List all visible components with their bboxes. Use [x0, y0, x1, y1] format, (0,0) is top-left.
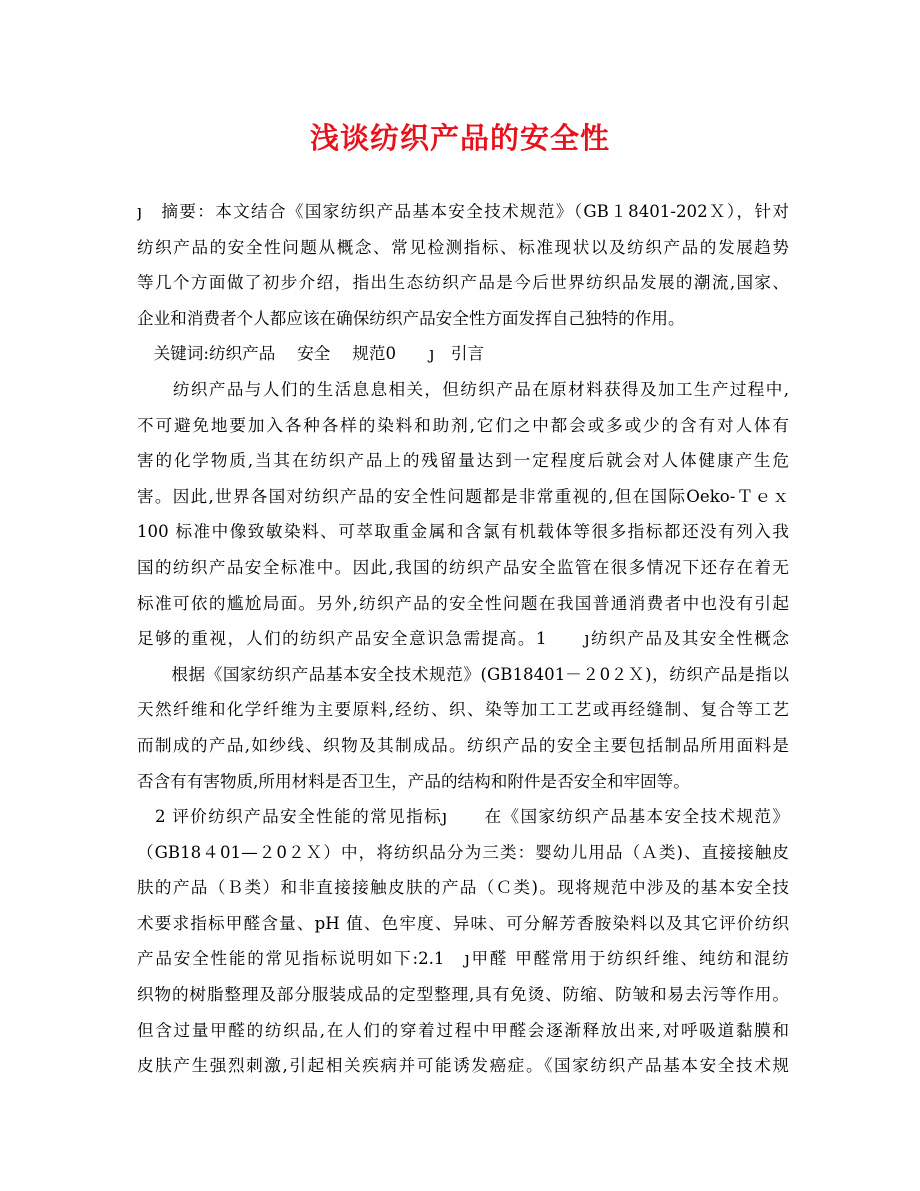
indicators-line-5: 产品安全性能的常见指标说明如下:2.1 ȷ甲醛 甲醛常用于纺织纤维、纯纺和混纺	[137, 949, 789, 969]
abstract-line-2: 纺织产品的安全性问题从概念、常见检测指标、标准现状以及纺织产品的发展趋势	[137, 237, 789, 257]
intro-line-7: 标准可依的尴尬局面。另外,纺织产品的安全性问题在我国普通消费者中也没有引起	[137, 593, 789, 613]
document-body	[137, 194, 789, 1084]
intro-line-3: 害的化学物质,当其在纺织产品上的残留量达到一定程度后就会对人体健康产生危	[137, 451, 789, 471]
indicators-line-3: 肤的产品（Ｂ类）和非直接接触皮肤的产品（Ｃ类)。现将规范中涉及的基本安全技	[137, 878, 789, 898]
intro-line-6: 国的纺织产品安全标准中。因此,我国的纺织产品安全监管在很多情况下还存在着无	[137, 557, 789, 577]
page-title: 浅谈纺织产品的安全性	[309, 121, 610, 155]
concept-line-4: 否含有有害物质,所用材料是否卫生，产品的结构和附件是否安全和牢固等。	[137, 771, 690, 791]
intro-line-1: 纺织产品与人们的生活息息相关，但纺织产品在原材料获得及加工生产过程中,	[137, 379, 789, 399]
indicators-line-4: 术要求指标甲醛含量、pH 值、色牢度、异味、可分解芳香胺染料以及其它评价纺织	[137, 913, 789, 933]
concept-line-1: 根据《国家纺织产品基本安全技术规范》(GB18401－２0２Ｘ)，纺织产品是指以	[137, 664, 789, 684]
indicators-line-2: （GB18４01—２0２Ｘ）中，将纺织品分为三类：婴幼儿用品（Ａ类)、直接接触皮	[137, 842, 789, 862]
intro-line-4: 害。因此,世界各国对纺织产品的安全性问题都是非常重视的,但在国际Oeko-Ｔｅｘ	[137, 486, 789, 506]
abstract-line-3: 等几个方面做了初步介绍，指出生态纺织产品是今后世界纺织品发展的潮流,国家、	[137, 273, 789, 293]
intro-line-5: 100 标准中像致敏染料、可萃取重金属和含氯有机载体等很多指标都还没有列入我	[137, 522, 789, 542]
abstract-line-4: 企业和消费者个人都应该在确保纺织产品安全性方面发挥自己独特的作用。	[137, 308, 685, 328]
formaldehyde-line-3: 皮肤产生强烈刺激,引起相关疾病并可能诱发癌症。《国家纺织产品基本安全技术规	[137, 1056, 789, 1076]
concept-line-3: 而制成的产品,如纱线、织物及其制成品。纺织产品的安全主要包括制品所用面料是	[137, 735, 789, 755]
keywords-line: 关键词:纺织产品 安全 规范0 ȷ 引言	[137, 344, 485, 364]
indicators-line-1: 2 评价纺织产品安全性能的常见指标ȷ 在《国家纺织产品基本安全技术规范》	[137, 807, 789, 827]
intro-line-8: 足够的重视，人们的纺织产品安全意识急需提高。1 ȷ纺织产品及其安全性概念	[137, 629, 789, 649]
abstract-line-1: ȷ 摘要：本文结合《国家纺织产品基本安全技术规范》（GB１8401-202Ｘ），针对	[137, 202, 789, 221]
formaldehyde-line-2: 但含过量甲醛的纺织品,在人们的穿着过程中甲醛会逐渐释放出来,对呼吸道黏膜和	[137, 1020, 789, 1040]
concept-line-2: 天然纤维和化学纤维为主要原料,经纺、织、染等加工工艺或再经缝制、复合等工艺	[137, 700, 789, 720]
formaldehyde-line-1: 织物的树脂整理及部分服装成品的定型整理,具有免烫、防缩、防皱和易去污等作用。	[137, 985, 789, 1005]
intro-line-2: 不可避免地要加入各种各样的染料和助剂,它们之中都会或多或少的含有对人体有	[137, 415, 789, 435]
